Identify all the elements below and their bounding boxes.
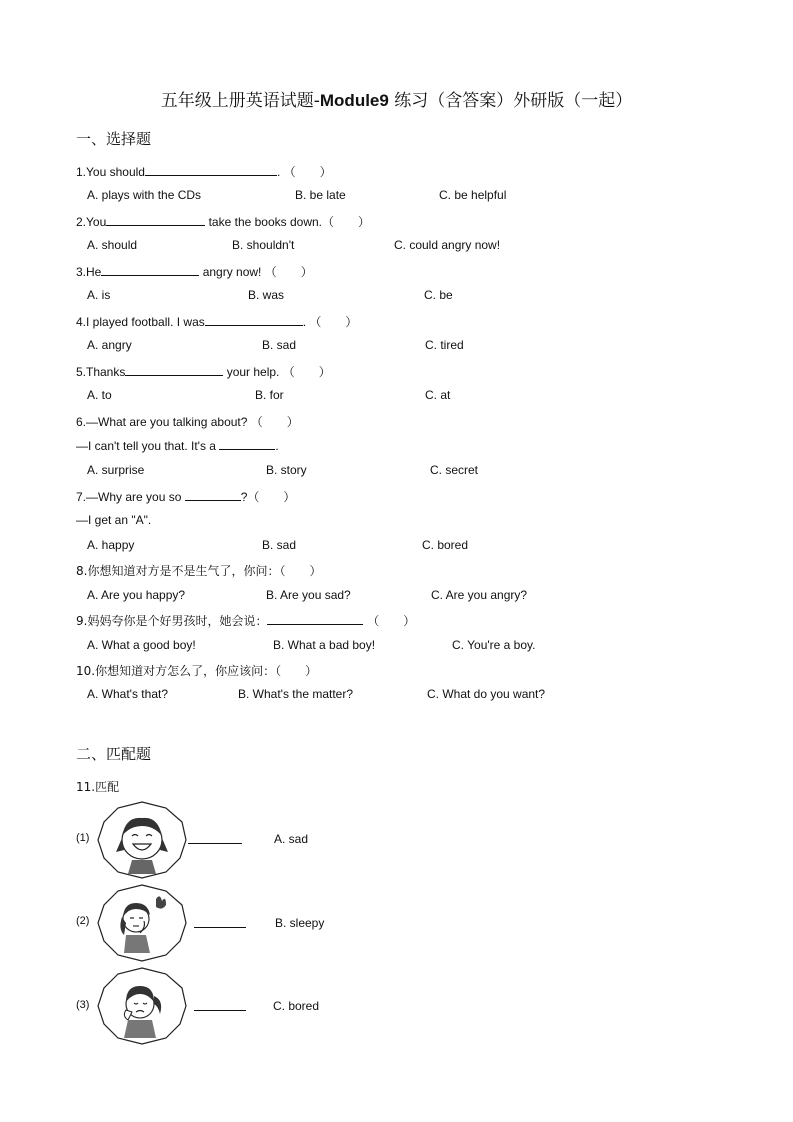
question-7 [76,488,295,505]
match-label: 11.匹配 [76,780,120,794]
question-text-end: ?（ ） [240,490,296,504]
sad-girl-icon [96,966,188,1046]
question-text: 4.I played football. I was [76,315,205,329]
question-text-end: . （ ） [302,315,358,329]
option-6c[interactable]: C. secret [430,463,479,477]
option-7a[interactable]: A. happy [87,538,135,552]
question-text-end: （ ） [363,614,416,628]
option-4b[interactable]: B. sad [262,338,297,352]
question-text-end: . （ ） [276,165,332,179]
question-text: 1.You should [76,165,145,179]
option-10c[interactable]: C. What do you want? [427,687,546,701]
question-3 [76,263,313,280]
match-num-2: (2) [76,915,90,927]
question-text: 7.—Why are you so [76,490,185,504]
question-text: 2.You [76,215,107,229]
question-text: —I can't tell you that. It's a [76,439,220,453]
match-blank-1[interactable] [188,832,242,847]
question-7-line2: —I get an "A". [76,513,152,527]
question-text: 3.He [76,265,102,279]
answer-blank[interactable] [125,364,223,376]
question-6-line2 [76,438,279,453]
option-7b[interactable]: B. sad [262,538,297,552]
match-num-3: (3) [76,999,90,1011]
option-8a[interactable]: A. Are you happy? [87,588,186,602]
option-4a[interactable]: A. angry [87,338,132,352]
answer-blank[interactable] [101,264,199,276]
match-answer-3: C. bored [273,999,320,1013]
option-3a[interactable]: A. is [87,288,111,302]
question-text-end: . [275,439,279,453]
option-3c[interactable]: C. be [424,288,453,302]
option-5a[interactable]: A. to [87,388,112,402]
answer-blank[interactable] [205,314,303,326]
option-9b[interactable]: B. What a bad boy! [273,638,376,652]
option-2c[interactable]: C. could angry now! [394,238,501,252]
option-1c[interactable]: C. be helpful [439,188,507,202]
title-prefix: 五年级上册英语试题- [160,91,320,111]
option-1a[interactable]: A. plays with the CDs [87,188,202,202]
option-5c[interactable]: C. at [425,388,451,402]
option-9a[interactable]: A. What a good boy! [87,638,196,652]
title-module: Module9 [319,91,389,110]
answer-blank[interactable] [145,164,277,176]
match-answer-2: B. sleepy [275,916,325,930]
match-answer-1: A. sad [274,832,309,846]
question-text-end: angry now! （ ） [199,265,313,279]
question-text: 5.Thanks [76,365,126,379]
happy-girl-icon [96,800,188,880]
question-6: 6.—What are you talking about? （ ） [76,415,299,429]
question-9 [76,612,415,629]
option-10a[interactable]: A. What's that? [87,687,168,701]
section-heading-choice: 一、选择题 [76,130,152,148]
option-5b[interactable]: B. for [255,388,284,402]
option-9c[interactable]: C. You're a boy. [452,638,536,652]
page-title [0,86,793,111]
option-6b[interactable]: B. story [266,463,307,477]
option-8c[interactable]: C. Are you angry? [431,588,528,602]
question-8: 8.你想知道对方是不是生气了，你问：（ ） [76,564,322,578]
title-suffix: 练习（含答案）外研版（一起） [388,91,633,111]
question-10: 10.你想知道对方怎么了，你应该问：（ ） [76,664,318,678]
option-7c[interactable]: C. bored [422,538,469,552]
answer-blank[interactable] [267,613,363,625]
question-5 [76,363,331,380]
answer-blank[interactable] [219,438,275,450]
match-blank-3[interactable] [194,999,246,1014]
question-4 [76,313,357,330]
answer-blank[interactable] [185,489,241,501]
option-8b[interactable]: B. Are you sad? [266,588,351,602]
match-blank-2[interactable] [194,916,246,931]
option-3b[interactable]: B. was [248,288,285,302]
option-1b[interactable]: B. be late [295,188,346,202]
section-heading-match: 二、匹配题 [76,745,152,763]
match-num-1: (1) [76,832,90,844]
option-10b[interactable]: B. What's the matter? [238,687,354,701]
question-1 [76,163,332,180]
option-4c[interactable]: C. tired [425,338,464,352]
question-text: 9.妈妈夸你是个好男孩时，她会说： [76,614,268,628]
question-text-end: your help. （ ） [223,365,331,379]
answer-blank[interactable] [106,214,205,226]
option-2b[interactable]: B. shouldn't [232,238,295,252]
question-text-end: take the books down.（ ） [205,215,371,229]
bored-girl-icon [96,883,188,963]
option-2a[interactable]: A. should [87,238,138,252]
question-2 [76,213,370,230]
option-6a[interactable]: A. surprise [87,463,145,477]
